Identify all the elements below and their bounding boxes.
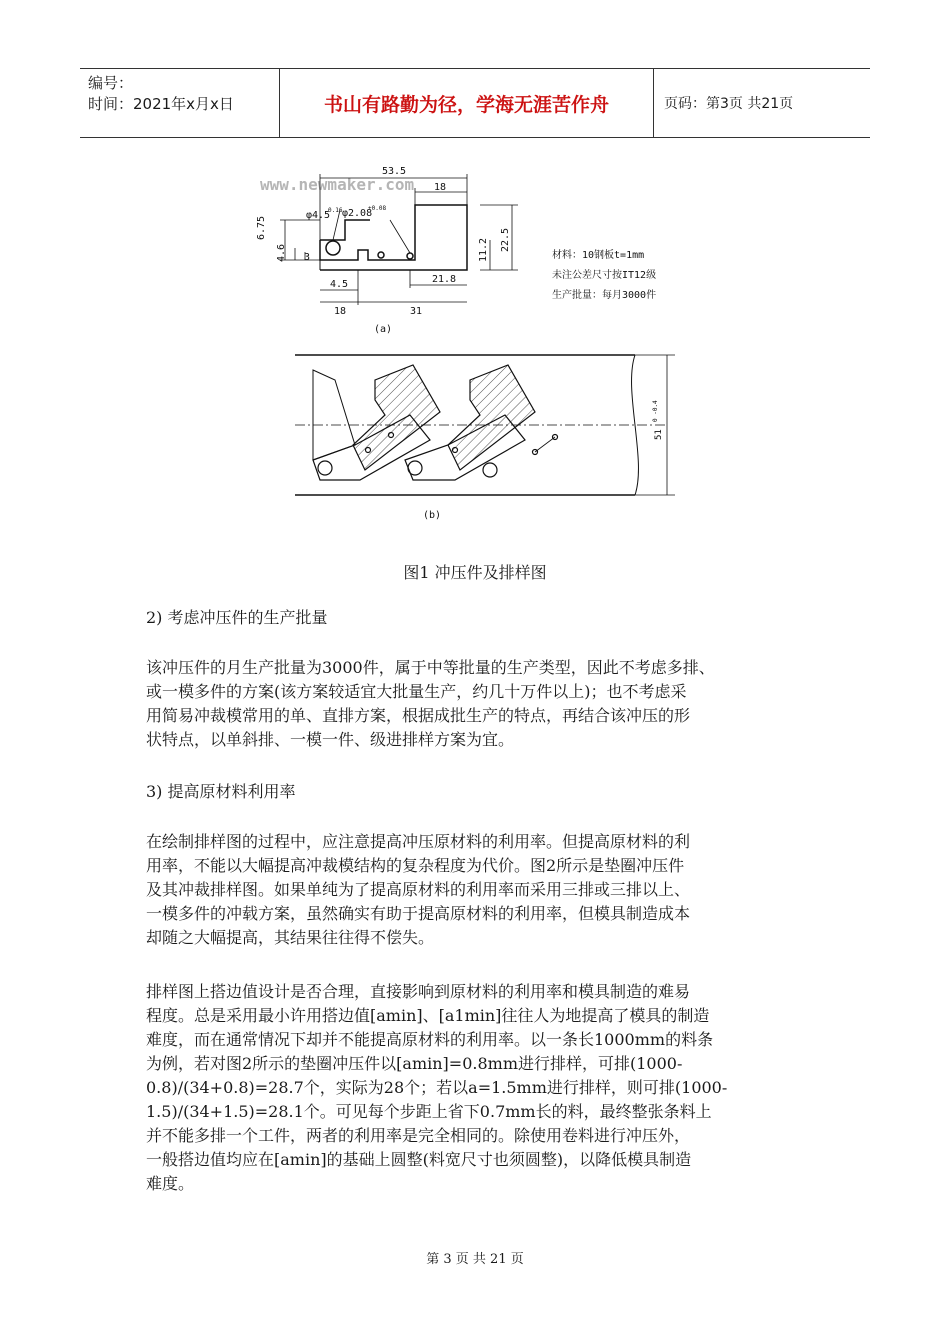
dim-4-5: 4.5 — [330, 279, 349, 290]
dim-21-8: 21.8 — [432, 274, 457, 285]
paragraph-text: 排样图上搭边值设计是否合理，直接影响到原材料的利用率和模具制造的难易 程度。总是采用最小许用搭边值[amin]、[a1min]往往人为地提高了模具的制造 难度，而在通常情况下却并不能提高原材料的利用率。以一条长1000mm的料条 为例，若对图2所示的垫圈冲压件以[amin]=0.8mm进行排样，可排(1000- 0.8)/(34+0.8)=28.7个，实际为28个；若以a=1.5mm进行排样，则可排(1000- 1.5)/(34+1.5)=28.1个。可见每个步距上省下0.7mm长的料，最终整张条料上 并不能多排一个工件，两者的利用率是完全相同的。除使用卷料进行冲压外， 一般搭边值均应在[amin]的基础上圆整(料宽尺寸也须圆整)，以降低模具制造 难度。 — [146, 982, 728, 1193]
dim-phi-4-5: φ4.5 — [306, 210, 331, 221]
paragraph-1 — [146, 656, 806, 752]
dim-31: 31 — [410, 306, 423, 317]
dim-22-5: 22.5 — [500, 227, 511, 252]
dim-18-top: 18 — [434, 182, 447, 193]
figure-a-part-drawing — [250, 160, 710, 340]
dim-6-75: 6.75 — [256, 215, 267, 240]
paragraph-text: 在绘制排样图的过程中，应注意提高冲压原材料的利用率。但提高原材料的利 用率，不能以大幅提高冲裁模结构的复杂程度为代价。图2所示是垫圈冲压件 及其冲裁排样图。如果单纯为了提高原材料的利用率而采用三排或三排以上、 一模多件的冲载方案，虽然确实有助于提高原材料的利用率，但模具制造成本 却随之大幅提高，其结果往往得不偿失。 — [146, 832, 691, 947]
dim-phi-4-5-tol: 0.16 — [328, 207, 343, 214]
header-motto: 书山有路勤为径，学海无涯苦作舟 — [280, 69, 654, 137]
section-heading-2 — [146, 606, 806, 630]
dim-phi-2-08: φ2.08 — [342, 208, 373, 219]
paragraph-2 — [146, 830, 806, 950]
figure-caption: 图1 冲压件及排样图 — [403, 563, 547, 582]
page-header — [80, 68, 870, 138]
dim-53-5: 53.5 — [382, 166, 407, 177]
heading-text: 2) 考虑冲压件的生产批量 — [146, 608, 328, 627]
section-heading-3 — [146, 780, 806, 804]
dim-phi-2-08-tol: +0.08 — [368, 205, 387, 212]
material-note-2: 未注公差尺寸按IT12级 — [552, 270, 657, 281]
watermark: www.newmaker.com — [260, 175, 415, 194]
dim-strip-width: 51 — [654, 429, 664, 440]
dim-3: 3 — [304, 252, 311, 263]
material-note-3: 生产批量：每月3000件 — [552, 290, 657, 301]
header-page: 页码：第3页 共21页 — [664, 96, 794, 112]
figure-b-label: (b) — [423, 510, 442, 521]
page-footer: 第 3 页 共 21 页 — [426, 1252, 524, 1267]
header-time: 时间：2021年x月x日 — [88, 95, 234, 113]
material-note-1: 材料：10钢板t=1mm — [552, 250, 645, 261]
dim-strip-tol: 0 -0.4 — [652, 400, 659, 422]
paragraph-3 — [146, 980, 806, 1196]
dim-11-2: 11.2 — [478, 237, 489, 262]
paragraph-text: 该冲压件的月生产批量为3000件，属于中等批量的生产类型，因此不考虑多排、 或一模多件的方案(该方案较适宜大批量生产，约几十万件以上)；也不考虑采 用简易冲裁模常用的单、直排方案，根据成批生产的特点，再结合该冲压的形 状特点，以单斜排、一模一件、级进排样方案为宜。 — [146, 658, 715, 749]
header-info — [80, 69, 280, 137]
dim-18-bottom: 18 — [334, 306, 347, 317]
dim-4-6: 4.6 — [276, 243, 287, 262]
figure-b-strip-layout — [295, 350, 685, 525]
figure-a-label: (a) — [374, 324, 393, 335]
header-number: 编号： — [88, 74, 134, 92]
heading-text: 3) 提高原材料利用率 — [146, 782, 296, 801]
